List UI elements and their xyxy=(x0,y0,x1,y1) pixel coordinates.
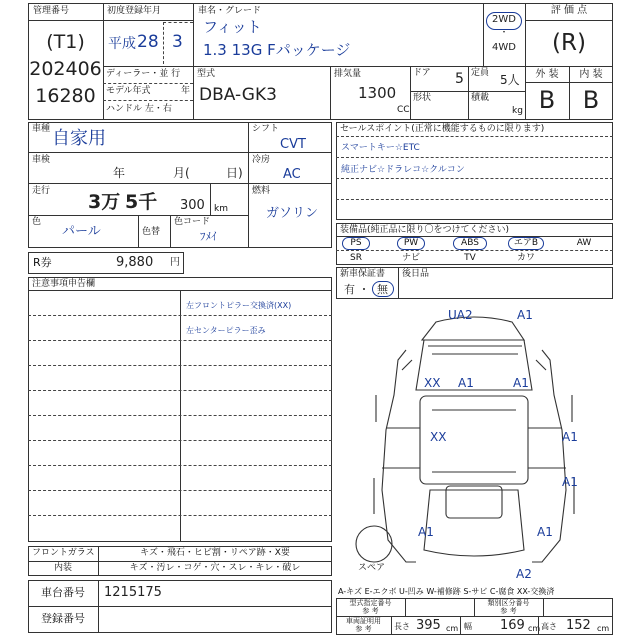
sales-point-line-2: 純正ナビ☆ドラレコ☆クルコン xyxy=(341,165,465,175)
spec-label-1: 型式指定番号 xyxy=(349,599,392,607)
fuel-label: 燃料 xyxy=(252,186,271,196)
height-unit: cm xyxy=(597,624,610,633)
spare-label: スペア xyxy=(358,563,386,573)
sales-point-label: セールスポイント(正常に機能するものに限ります) xyxy=(340,124,545,134)
car-grade: 1.3 13G Fパッケージ xyxy=(203,41,351,59)
cc-unit: CC xyxy=(397,105,410,115)
equipment-label: 装備品(純正品に限り〇をつけてください) xyxy=(340,225,510,235)
width-value: 169 xyxy=(500,618,525,633)
color-label: 色 xyxy=(32,217,42,227)
load-label: 積載 xyxy=(471,93,490,103)
displacement: 1300 xyxy=(358,84,397,102)
mark-xx-left-front: XX xyxy=(424,376,441,390)
front-glass-text: キズ・飛石・ヒビ割・リペア跡・X要 xyxy=(140,548,290,558)
mgmt-label: 管理番号 xyxy=(33,6,70,16)
first-reg-year: 28 xyxy=(137,32,159,52)
notes-label: 注意事項申告欄 xyxy=(32,279,96,289)
length-label: 長さ xyxy=(394,622,410,631)
handle-label: ハンドル 左・右 xyxy=(106,104,172,114)
registration-label: 登録番号 xyxy=(41,612,85,625)
color-code: ﾌﾒｲ xyxy=(200,230,217,243)
km-unit: km xyxy=(214,204,228,214)
sales-point-line-1: スマートキー☆ETC xyxy=(341,143,420,153)
drive-4wd: 4WD xyxy=(492,42,516,53)
height-label: 高さ xyxy=(541,622,557,631)
mgmt-code: (T1) xyxy=(46,31,85,53)
color-code-label: 色コード xyxy=(174,217,211,227)
eval-score: (R) xyxy=(552,30,586,56)
mark-xx-left-pillar: XX xyxy=(430,430,447,444)
type-label: 型式 xyxy=(197,69,216,79)
length-value: 395 xyxy=(416,618,441,633)
mileage-man: 3万 xyxy=(88,191,121,213)
chassis-number: 1215175 xyxy=(104,585,162,600)
recycle-amount: 9,880 xyxy=(116,255,154,270)
usage-label: 車種 xyxy=(32,124,51,134)
inspection-label: 車検 xyxy=(32,155,51,165)
eval-label: 評 価 点 xyxy=(550,5,588,16)
warranty-selected: 無 xyxy=(377,283,388,296)
door-label: ドア xyxy=(413,68,431,78)
inspection-year-unit: 年 xyxy=(113,166,126,180)
cert-label: 車両証明用 xyxy=(346,617,381,625)
drive-2wd: 2WD xyxy=(492,14,516,25)
exterior-label: 外 装 xyxy=(535,69,559,80)
mgmt-number-1: 202406 xyxy=(29,58,102,80)
width-label: 幅 xyxy=(464,622,472,631)
exterior-grade: B xyxy=(538,86,556,114)
mileage-label: 走行 xyxy=(32,186,51,196)
shift: CVT xyxy=(280,137,306,152)
interior-label: 内 装 xyxy=(579,69,603,80)
mileage-extra: 300 xyxy=(180,198,205,213)
equip-leather: カワ xyxy=(516,253,535,263)
height-value: 152 xyxy=(566,618,591,633)
interior-grade: B xyxy=(582,86,600,114)
equip-abs: ABS xyxy=(461,238,479,248)
mark-a1-hood-right: A1 xyxy=(513,376,529,390)
interior-text: キズ・汚レ・コゲ・穴・スレ・キレ・破レ xyxy=(129,563,301,573)
inspection-month-unit: 月( xyxy=(173,166,190,180)
equip-pw: PW xyxy=(403,238,419,248)
length-unit: cm xyxy=(446,624,459,633)
usage: 自家用 xyxy=(52,128,106,149)
color: パール xyxy=(62,224,101,239)
color-change-label: 色替 xyxy=(142,227,161,237)
mileage-sen: 5千 xyxy=(125,191,158,213)
mark-a1-right-rear: A1 xyxy=(562,475,578,489)
recycle-label: R券 xyxy=(33,256,52,269)
mark-a2-rear: A2 xyxy=(516,567,532,581)
capacity: 5人 xyxy=(500,73,520,87)
fuel: ガソリン xyxy=(266,206,319,221)
kg-unit: kg xyxy=(512,106,523,116)
mark-a1-front: A1 xyxy=(517,308,533,322)
damage-legend: A-キズ E-エクボ U-凹み W-補修跡 S-サビ C-腐食 XX-交換済 xyxy=(338,587,555,596)
front-glass-label: フロントガラス xyxy=(32,548,95,558)
model-code: DBA-GK3 xyxy=(199,85,277,105)
mark-a1-left-rear: A1 xyxy=(418,525,434,539)
interior-section-label: 内装 xyxy=(53,563,72,573)
spec-label-2: 類別区分番号 xyxy=(487,599,530,607)
displacement-label: 排気量 xyxy=(334,69,362,79)
first-reg-month: 3 xyxy=(172,32,183,52)
mgmt-number-2: 16280 xyxy=(35,85,96,107)
owner-item-label: 後日品 xyxy=(402,269,430,279)
capacity-label: 定員 xyxy=(471,68,490,78)
yen-unit: 円 xyxy=(170,257,180,268)
mark-ua2: UA2 xyxy=(448,308,473,322)
ac: AC xyxy=(283,167,301,182)
equip-ps: PS xyxy=(350,238,362,248)
mark-a1-hood-left: A1 xyxy=(458,376,474,390)
dealer-label: ディーラー・並 行 xyxy=(106,69,181,79)
chassis-label: 車台番号 xyxy=(41,586,85,599)
car-damage-diagram xyxy=(336,300,613,582)
first-reg-era: 平成 xyxy=(108,36,136,52)
notes-line-1: 左フロントピラー交換済(XX) xyxy=(186,301,292,310)
doors: 5 xyxy=(455,71,464,87)
ac-label: 冷房 xyxy=(252,155,271,165)
equip-airbag: エアB xyxy=(513,238,539,248)
spare-tire xyxy=(356,526,392,562)
equip-aw: AW xyxy=(576,238,592,248)
first-reg-label: 初度登録年月 xyxy=(107,6,162,16)
car-name-label: 車名・グレード xyxy=(198,6,262,16)
notes-line-2: 左センターピラー歪み xyxy=(186,326,266,335)
car-name: フィット xyxy=(203,18,262,36)
equip-sr: SR xyxy=(350,253,362,263)
equip-navi: ナビ xyxy=(401,253,420,263)
equip-tv: TV xyxy=(464,253,476,263)
spec-ref-1: 参 考 xyxy=(362,607,379,615)
model-year-label: モデル年式 xyxy=(106,86,151,96)
drive-dot: ・ xyxy=(499,28,509,38)
cert-ref: 参 考 xyxy=(355,625,372,633)
shift-label: シフト xyxy=(252,124,280,134)
warranty-options: 有 ・ xyxy=(344,283,370,296)
mark-a1-right-quarter: A1 xyxy=(537,525,553,539)
spec-ref-2: 参 考 xyxy=(500,607,517,615)
shape-label: 形状 xyxy=(413,93,432,103)
width-unit: cm xyxy=(528,624,541,633)
warranty-label: 新車保証書 xyxy=(340,269,386,279)
inspection-day-unit: 日) xyxy=(226,166,243,180)
mark-a1-right-door: A1 xyxy=(562,430,578,444)
model-year-unit: 年 xyxy=(181,86,191,96)
